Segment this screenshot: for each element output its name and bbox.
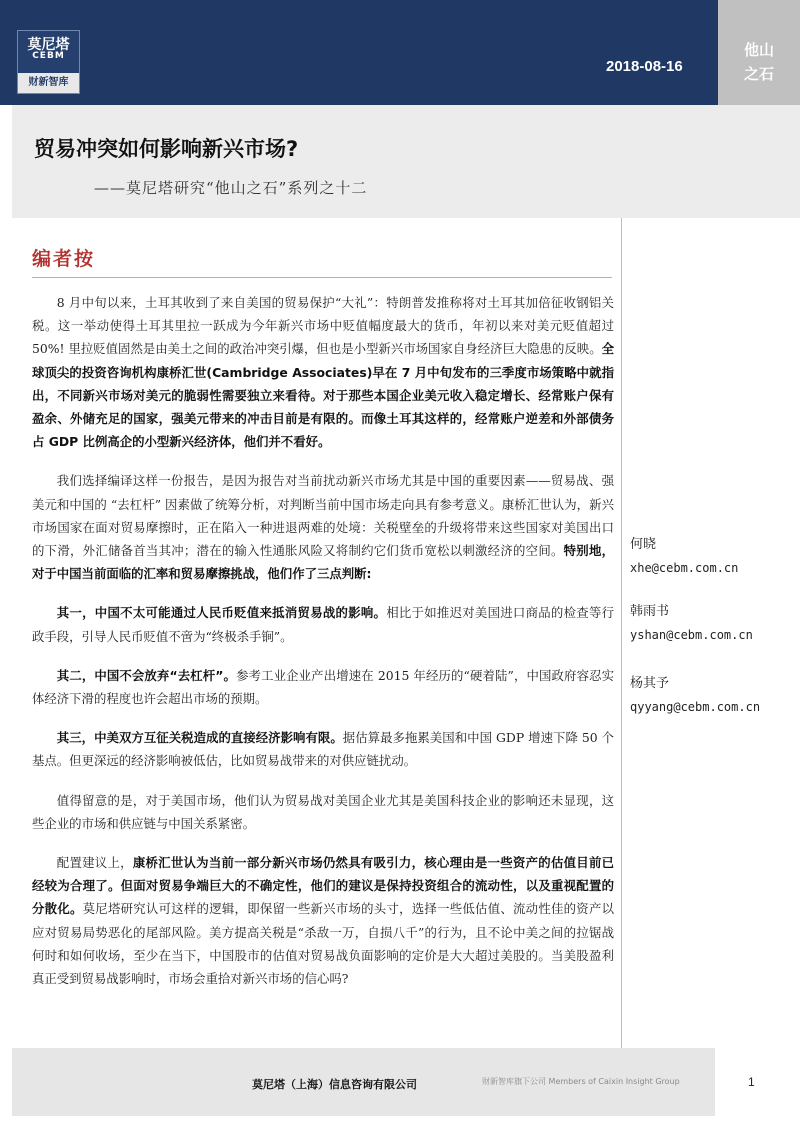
paragraph-text: 莫尼塔研究认可这样的逻辑，即保留一些新兴市场的头寸，选择一些低估值、流动性佳的资产以应对贸易局势恶化的尾部风险。美方提高关税是“杀敌一万，自损八千”的行为，且不论中美之间的拉锯战何时和如何收场，至少在当下，中国股市的估值对贸易战负面影响的定价是大大超过美股的。当美股盈利真正受到贸易战影响时，市场会重拾对新兴市场的信心吗? bbox=[32, 901, 615, 987]
section-heading: 编者按 bbox=[32, 248, 96, 270]
paragraph-bold: 其二，中国不会放弃“去杠杆”。 bbox=[56, 667, 237, 683]
analyst-contact bbox=[630, 533, 738, 575]
series-tag-line1: 他山 bbox=[743, 41, 774, 59]
header-band bbox=[0, 0, 718, 105]
analyst-email[interactable]: yshan@cebm.com.cn bbox=[630, 628, 753, 642]
analyst-contact bbox=[630, 600, 753, 642]
paragraph-3 bbox=[32, 601, 614, 647]
analyst-name: 何晓 bbox=[630, 537, 657, 552]
paragraph-text: 8 月中旬以来，土耳其收到了来自美国的贸易保护“大礼”：特朗普发推称将对土耳其加倍征收钢铝关税。这一举动使得土耳其里拉一跃成为今年新兴市场中贬值幅度最大的货币，年初以来对美元贬值超过 50%! 里拉贬值固然是由美土之间的政治冲突引爆，但也是小型新兴市场国家自身经济巨大隐患的反映。 bbox=[32, 295, 614, 357]
paragraph-5 bbox=[32, 726, 614, 772]
paragraph-7 bbox=[32, 851, 614, 990]
footer-note: 财新智库旗下公司 Members of Caixin Insight Group bbox=[482, 1077, 680, 1086]
analyst-email[interactable]: qyyang@cebm.com.cn bbox=[630, 700, 761, 714]
report-date: 2018-08-16 bbox=[606, 58, 683, 75]
logo-text-en: CEBM bbox=[32, 51, 65, 61]
paragraph-bold: 康桥汇世认为当前一部分新兴市场仍然具有吸引力，核心理由是一些资产的估值目前已经较为合理了。但面对贸易争端巨大的不确定性，他们的建议是保持投资组合的流动性，以及重视配置的分散化。 bbox=[32, 855, 615, 917]
series-tag-line2: 之石 bbox=[743, 65, 774, 83]
footer-company: 莫尼塔（上海）信息咨询有限公司 bbox=[252, 1078, 417, 1091]
paragraph-text: 我们选择编译这样一份报告，是因为报告对当前扰动新兴市场尤其是中国的重要因素——贸易战、强美元和中国的 “去杠杆” 因素做了统筹分析，对判断当前中国市场走向具有参考意义。康桥汇世认为，新兴市场国家在面对贸易摩擦时，正在陷入一种进退两难的处境：关税壁垒的升级将带来这些国家对美国出口的下滑，外汇储备首当其冲；潜在的输入性通胀风险又将制约它们货币宽松以刺激经济的空间。 bbox=[32, 473, 614, 559]
page-subtitle: ——莫尼塔研究“他山之石”系列之十二 bbox=[94, 179, 368, 197]
sidebar-divider bbox=[621, 218, 622, 1048]
footer bbox=[12, 1048, 715, 1116]
page-title: 贸易冲突如何影响新兴市场? bbox=[34, 137, 299, 161]
paragraph-text: 配置建议上， bbox=[56, 855, 133, 871]
paragraph-bold: 其三，中美双方互征关税造成的直接经济影响有限。 bbox=[56, 730, 343, 746]
cebm-logo bbox=[17, 30, 80, 94]
analyst-email[interactable]: xhe@cebm.com.cn bbox=[630, 561, 739, 575]
title-band bbox=[12, 105, 800, 218]
section-rule bbox=[32, 277, 612, 278]
paragraph-4 bbox=[32, 664, 614, 710]
paragraph-text: 相比于如推迟对美国进口商品的检查等行政手段，引导人民币贬值不啻为“终极杀手锏”。 bbox=[32, 605, 615, 644]
paragraph-2 bbox=[32, 469, 614, 585]
page-number: 1 bbox=[748, 1075, 755, 1089]
analyst-name: 韩雨书 bbox=[630, 604, 670, 619]
paragraph-bold: 特别地，对于中国当前面临的汇率和贸易摩擦挑战，他们作了三点判断: bbox=[32, 543, 615, 582]
article-body bbox=[32, 291, 614, 1006]
paragraph-6 bbox=[32, 789, 614, 835]
paragraph-text: 值得留意的是，对于美国市场，他们认为贸易战对美国企业尤其是美国科技企业的影响还未显现，这些企业的市场和供应链与中国关系紧密。 bbox=[32, 792, 614, 831]
analyst-name: 杨其予 bbox=[630, 676, 670, 691]
logo-text-cn: 莫尼塔 bbox=[27, 37, 70, 53]
paragraph-text: 据估算最多拖累美国和中国 GDP 增速下降 50 个基点。但更深远的经济影响被低估，比如贸易战带来的对供应链扰动。 bbox=[32, 730, 614, 769]
paragraph-bold: 全球顶尖的投资咨询机构康桥汇世(Cambridge Associates)早在 7 月中旬发布的三季度市场策略中就指出，不同新兴市场对美元的脆弱性需要独立来看待。对于那些本国企业美元收入稳定增长、经常账户保有盈余、外储充足的国家，强美元带来的冲击目前是有限的。而像土耳其这样的，经常账户逆差和外部债务占 GDP 比例高企的小型新兴经济体，他们并不看好。 bbox=[32, 341, 614, 450]
analyst-contact bbox=[630, 672, 760, 714]
paragraph-text: 参考工业企业产出增速在 2015 年经历的“硬着陆”，中国政府容忍实体经济下滑的程度也许会超出市场的预期。 bbox=[32, 667, 614, 707]
paragraph-1 bbox=[32, 291, 614, 453]
logo-text-sub: 财新智库 bbox=[18, 73, 79, 93]
series-tag bbox=[718, 38, 800, 86]
paragraph-bold: 其一，中国不太可能通过人民币贬值来抵消贸易战的影响。 bbox=[56, 605, 387, 621]
